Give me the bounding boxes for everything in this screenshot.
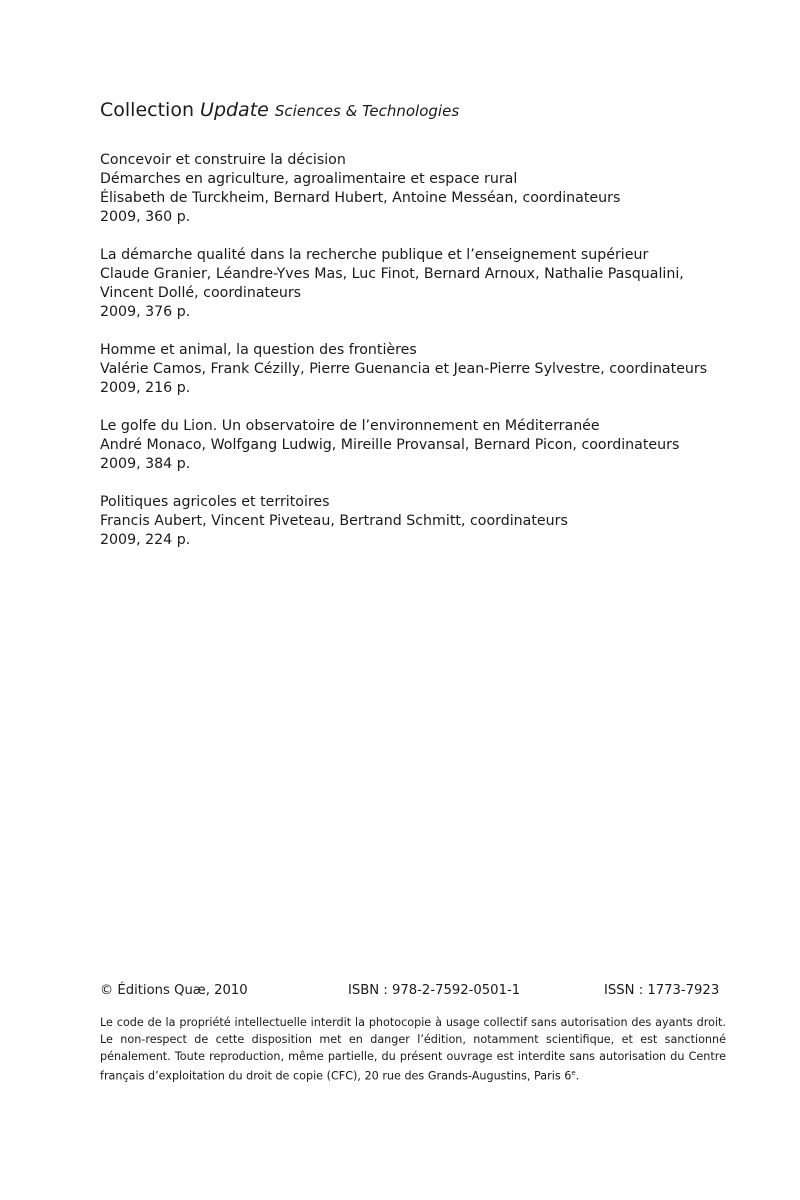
- legal-notice-end: .: [575, 1069, 580, 1083]
- legal-notice: [100, 1014, 726, 1085]
- collection-title: [100, 97, 459, 124]
- book-title: Politiques agricoles et territoires: [100, 494, 330, 510]
- book-authors: André Monaco, Wolfgang Ludwig, Mireille Provansal, Bernard Picon, coordinateurs: [100, 437, 680, 453]
- book-pub-info: 2009, 384 p.: [100, 456, 191, 472]
- book-title: Concevoir et construire la décision: [100, 152, 346, 168]
- book-subtitle: Démarches en agriculture, agroalimentaire et espace rural: [100, 171, 518, 187]
- legal-notice-text: Le code de la propriété intellectuelle interdit la photocopie à usage collectif sans autorisation des ayants droit. Le non-respect de cette disposition met en danger l’édition, notamment scientifique, et est sanctionné pénalement. Toute reproduction, même partielle, du présent ouvrage est interdite sans autorisation du Centre français d’exploitation du droit de copie (CFC), 20 rue des Grands-Augustins, Paris 6: [100, 1016, 726, 1083]
- book-pub-info: 2009, 360 p.: [100, 209, 191, 225]
- book-entry: [100, 417, 740, 474]
- book-authors: Élisabeth de Turckheim, Bernard Hubert, Antoine Messéan, coordinateurs: [100, 190, 621, 206]
- book-title: La démarche qualité dans la recherche publique et l’enseignement supérieur: [100, 247, 649, 263]
- book-authors: Claude Granier, Léandre-Yves Mas, Luc Finot, Bernard Arnoux, Nathalie Pasqualini,: [100, 266, 684, 282]
- issn: ISSN : 1773-7923: [604, 983, 720, 998]
- book-pub-info: 2009, 376 p.: [100, 304, 191, 320]
- book-authors-continued: Vincent Dollé, coordinateurs: [100, 285, 302, 301]
- collection-prefix: Collection: [100, 99, 194, 121]
- book-title: Homme et animal, la question des frontières: [100, 342, 417, 358]
- book-pub-info: 2009, 224 p.: [100, 532, 191, 548]
- book-entry: [100, 493, 740, 550]
- book-title: Le golfe du Lion. Un observatoire de l’environnement en Méditerranée: [100, 418, 600, 434]
- book-entry: [100, 151, 740, 227]
- copyright-notice: © Éditions Quæ, 2010: [100, 983, 248, 998]
- book-list: [100, 151, 740, 569]
- book-entry: [100, 341, 740, 398]
- book-entry: [100, 246, 740, 322]
- book-authors: Valérie Camos, Frank Cézilly, Pierre Guenancia et Jean-Pierre Sylvestre, coordinateurs: [100, 361, 708, 377]
- book-authors: Francis Aubert, Vincent Piveteau, Bertrand Schmitt, coordinateurs: [100, 513, 568, 529]
- book-pub-info: 2009, 216 p.: [100, 380, 191, 396]
- collection-name: Update: [200, 99, 269, 121]
- legal-notice-superscript: e: [571, 1069, 576, 1077]
- collection-subtitle: Sciences & Technologies: [274, 102, 460, 120]
- isbn: ISBN : 978-2-7592-0501-1: [348, 983, 521, 998]
